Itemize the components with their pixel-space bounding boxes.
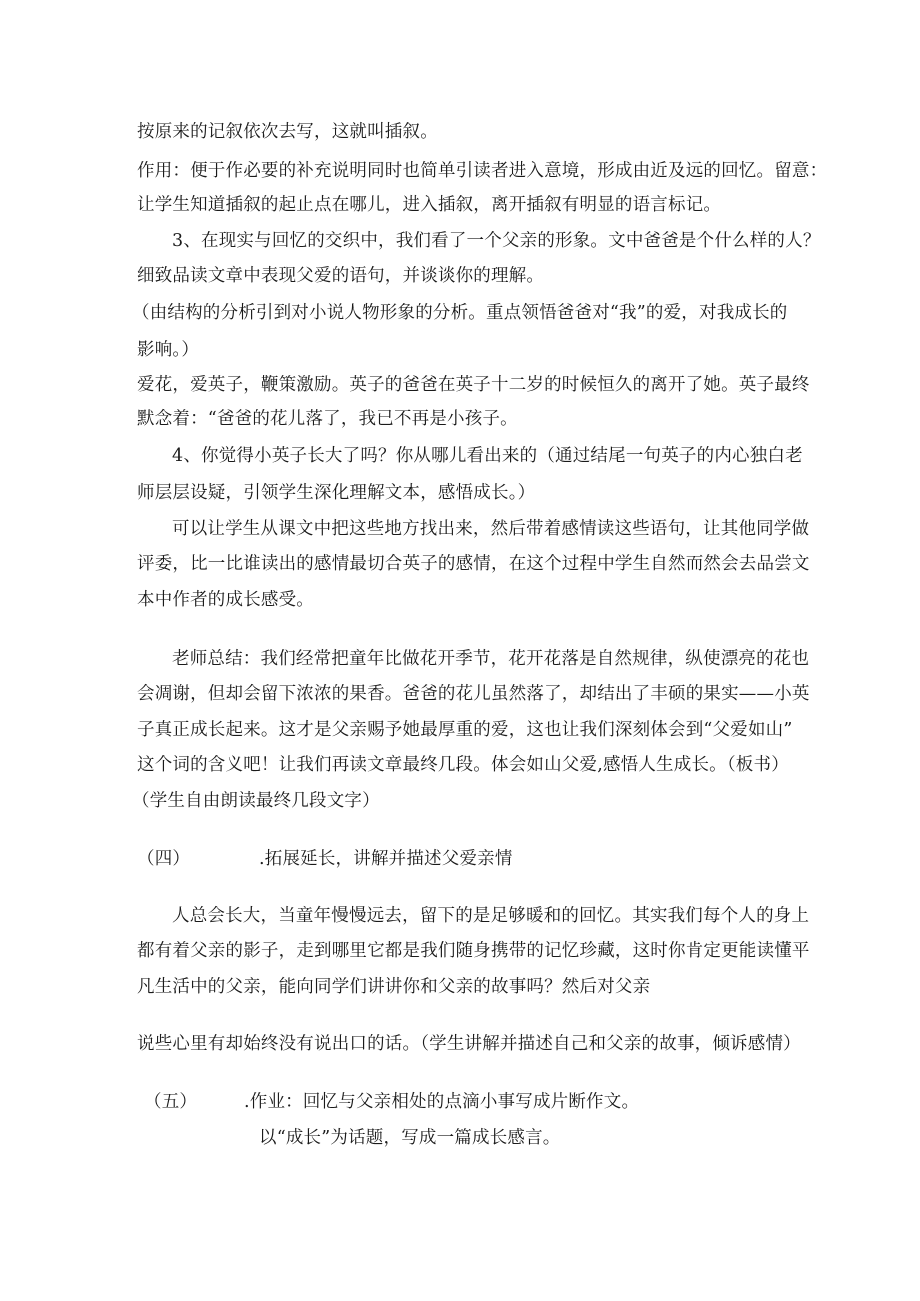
section-heading-4	[137, 847, 557, 871]
paragraph-line: 师层层设疑，引领学生深化理解文本，感悟成长。）	[137, 483, 536, 503]
section-number: （四）	[137, 849, 191, 869]
section-title: .拓展延长，讲解并描述父爱亲情	[259, 849, 513, 869]
paragraph-line: （学生自由朗读最终几段文字）	[132, 791, 380, 811]
paragraph-line: 爱花，爱英子，鞭策激励。英子的爸爸在英子十二岁的时候恒久的离开了她。英子最终	[137, 375, 810, 395]
paragraph-line: 细致品读文章中表现父爱的语句，并谈谈你的理解。	[137, 266, 545, 286]
paragraph-line: 影响。）	[137, 340, 200, 360]
paragraph-line: 凡生活中的父亲，能向同学们讲讲你和父亲的故事吗？然后对父亲	[137, 977, 651, 997]
paragraph-line: 都有着父亲的影子，走到哪里它都是我们随身携带的记忆珍藏，这时你肯定更能读懂平	[137, 941, 810, 961]
paragraph-line: 人总会长大，当童年慢慢远去，留下的是足够暖和的回忆。其实我们每个人的身上	[172, 906, 810, 926]
paragraph-line: 评委，比一比谁读出的感情最切合英子的感情，在这个过程中学生自然而然会去品尝文	[137, 554, 810, 574]
paragraph-line: 会凋谢，但却会留下浓浓的果香。爸爸的花儿虽然落了，却结出了丰硕的果实——小英	[137, 684, 810, 704]
paragraph-line: 以“成长”为话题，写成一篇成长感言。	[259, 1128, 561, 1148]
paragraph-line: 本中作者的成长感受。	[137, 590, 314, 610]
section-heading-5	[144, 1090, 664, 1114]
paragraph-line: 按原来的记叙依次去写，这就叫插叙。	[137, 122, 438, 142]
paragraph-line: 可以让学生从课文中把这些地方找出来，然后带着感情读这些语句，让其他同学做	[172, 519, 810, 539]
section-number: （五）	[144, 1092, 198, 1112]
paragraph-line: 4、你觉得小英子长大了吗？你从哪儿看出来的（通过结尾一句英子的内心独白老	[172, 446, 803, 466]
section-title: .作业：回忆与父亲相处的点滴小事写成片断作文。	[244, 1092, 640, 1112]
paragraph-line: 让学生知道插叙的起止点在哪儿，进入插叙，离开插叙有明显的语言标记。	[137, 195, 722, 215]
paragraph-line: 子真正成长起来。这才是父亲赐予她最厚重的爱，这也让我们深刻体会到“父爱如山”	[137, 720, 793, 740]
paragraph-line: 3、在现实与回忆的交织中，我们看了一个父亲的形象。文中爸爸是个什么样的人？	[172, 231, 821, 251]
paragraph-line: 老师总结：我们经常把童年比做花开季节，花开花落是自然规律，纵使漂亮的花也	[172, 649, 810, 669]
paragraph-line: 说些心里有却始终没有说出口的话。（学生讲解并描述自己和父亲的故事，倾诉感情）	[137, 1034, 801, 1054]
paragraph-line: 默念着：“爸爸的花儿落了，我已不再是小孩子。	[137, 409, 518, 429]
paragraph-line: （由结构的分析引到对小说人物形象的分析。重点领悟爸爸对“我”的爱，对我成长的	[132, 303, 788, 323]
paragraph-line: 这个词的含义吧！让我们再读文章最终几段。体会如山父爱,感悟人生成长。（板书）	[137, 755, 789, 775]
paragraph-line: 作用：便于作必要的补充说明同时也简单引读者进入意境，形成由近及远的回忆。留意：	[137, 161, 828, 181]
